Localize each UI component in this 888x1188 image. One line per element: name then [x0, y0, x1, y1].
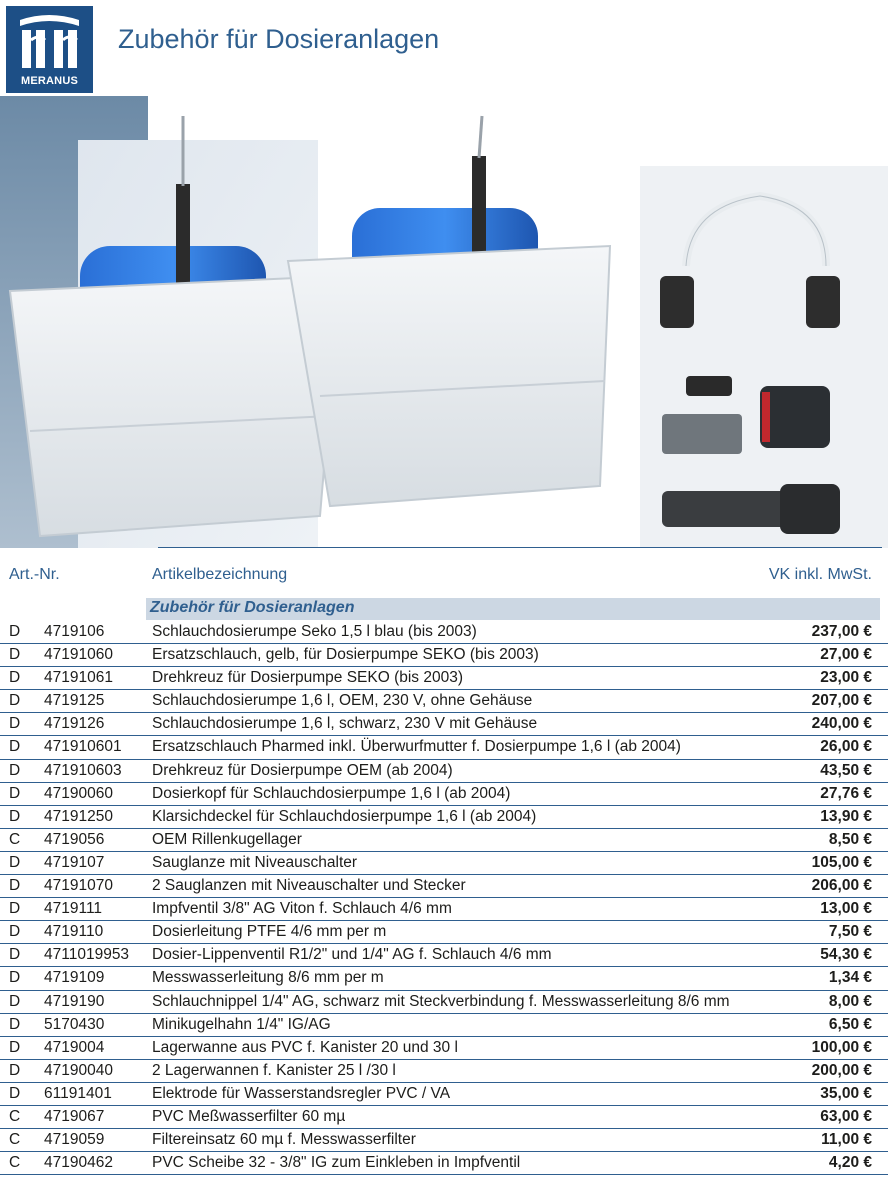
- row-article-number: 4719059: [44, 1131, 105, 1149]
- table-row: [0, 690, 888, 713]
- row-category: D: [9, 669, 21, 687]
- row-price: 4,20 €: [828, 1154, 872, 1172]
- row-description: Dosierkopf für Schlauchdosierpumpe 1,6 l (ab 2004): [152, 784, 511, 802]
- row-category: D: [9, 761, 21, 779]
- row-price: 240,00 €: [811, 715, 872, 733]
- row-price: 43,50 €: [820, 761, 872, 779]
- row-description: Ersatzschlauch Pharmed inkl. Überwurfmutter f. Dosierpumpe 1,6 l (ab 2004): [152, 738, 681, 756]
- row-article-number: 4711019953: [44, 946, 130, 964]
- table-row: [0, 783, 888, 806]
- row-category: D: [9, 692, 21, 710]
- row-description: Drehkreuz für Dosierpumpe SEKO (bis 2003): [152, 669, 463, 687]
- row-description: PVC Scheibe 32 - 3/8" IG zum Einkleben in Impfventil: [152, 1154, 521, 1172]
- row-price: 26,00 €: [820, 738, 872, 756]
- row-category: D: [9, 715, 21, 733]
- table-row: [0, 1014, 888, 1037]
- table-row: [0, 1037, 888, 1060]
- row-category: D: [9, 992, 21, 1010]
- section-header: [146, 598, 880, 620]
- row-article-number: 47190462: [44, 1154, 113, 1172]
- row-category: D: [9, 1015, 21, 1033]
- row-description: Ersatzschlauch, gelb, für Dosierpumpe SEKO (bis 2003): [152, 646, 539, 664]
- row-category: C: [9, 830, 21, 848]
- table-row: [0, 875, 888, 898]
- table-row: [0, 806, 888, 829]
- row-description: Elektrode für Wasserstandsregler PVC / VA: [152, 1084, 451, 1102]
- table-row: [0, 621, 888, 644]
- row-article-number: 4719110: [44, 923, 104, 941]
- row-price: 7,50 €: [828, 923, 872, 941]
- row-price: 105,00 €: [811, 853, 872, 871]
- row-category: D: [9, 946, 21, 964]
- row-category: D: [9, 623, 21, 640]
- row-article-number: 4719107: [44, 853, 105, 871]
- logo-building-icon: [6, 6, 93, 76]
- header-divider: [158, 547, 882, 548]
- row-article-number: 47191060: [44, 646, 113, 664]
- row-article-number: 4719056: [44, 830, 105, 848]
- row-price: 237,00 €: [811, 623, 872, 640]
- section-title: Zubehör für Dosieranlagen: [150, 599, 355, 616]
- row-category: D: [9, 853, 21, 871]
- row-description: Klarsichdeckel für Schlauchdosierpumpe 1,6 l (ab 2004): [152, 807, 537, 825]
- row-price: 13,90 €: [820, 807, 872, 825]
- table-row: [0, 991, 888, 1014]
- row-description: Lagerwanne aus PVC f. Kanister 20 und 30 l: [152, 1038, 458, 1056]
- row-price: 206,00 €: [811, 877, 872, 895]
- row-article-number: 471910601: [44, 738, 122, 756]
- ball-valve: [662, 414, 742, 454]
- row-article-number: 4719067: [44, 1107, 105, 1125]
- row-article-number: 4719106: [44, 623, 105, 640]
- row-price: 63,00 €: [820, 1107, 872, 1125]
- row-price: 27,00 €: [820, 646, 872, 664]
- row-description: 2 Sauglanzen mit Niveauschalter und Stecker: [152, 877, 466, 895]
- row-description: Sauglanze mit Niveauschalter: [152, 853, 358, 871]
- row-article-number: 61191401: [44, 1084, 112, 1102]
- table-row: [0, 1106, 888, 1129]
- row-category: C: [9, 1107, 21, 1125]
- table-row: [0, 1060, 888, 1083]
- row-category: D: [9, 807, 21, 825]
- table-row: [0, 898, 888, 921]
- column-header-artnr: Art.-Nr.: [9, 566, 60, 583]
- logo-wordmark: MERANUS: [20, 75, 78, 87]
- row-price: 8,00 €: [828, 992, 872, 1010]
- table-row: [0, 829, 888, 852]
- row-category: D: [9, 1061, 21, 1079]
- row-price: 23,00 €: [820, 669, 872, 687]
- row-category: D: [9, 923, 21, 941]
- row-price: 11,00 €: [821, 1131, 872, 1149]
- meranus-logo: [6, 6, 93, 93]
- table-row: [0, 921, 888, 944]
- row-description: PVC Meßwasserfilter 60 mµ: [152, 1107, 346, 1125]
- row-description: Schlauchnippel 1/4" AG, schwarz mit Steckverbindung f. Messwasserleitung 8/6 mm: [152, 992, 730, 1010]
- page-title: Zubehör für Dosieranlagen: [118, 24, 440, 54]
- price-table: [0, 621, 888, 1175]
- row-description: Filtereinsatz 60 mµ f. Messwasserfilter: [152, 1131, 416, 1149]
- row-article-number: 47191061: [44, 669, 113, 687]
- row-price: 200,00 €: [811, 1061, 872, 1079]
- row-price: 1,34 €: [828, 969, 872, 987]
- table-row: [0, 713, 888, 736]
- table-row: [0, 1129, 888, 1152]
- row-description: Drehkreuz für Dosierpumpe OEM (ab 2004): [152, 761, 453, 779]
- row-article-number: 4719125: [44, 692, 105, 710]
- row-price: 8,50 €: [828, 830, 872, 848]
- column-header-price: VK inkl. MwSt.: [768, 566, 872, 583]
- row-article-number: 5170430: [44, 1015, 105, 1033]
- row-article-number: 47190040: [44, 1061, 113, 1079]
- row-price: 100,00 €: [811, 1038, 872, 1056]
- row-category: C: [9, 1131, 21, 1149]
- table-row: [0, 760, 888, 783]
- row-description: Dosier-Lippenventil R1/2" und 1/4" AG f. Schlauch 4/6 mm: [152, 946, 552, 964]
- row-category: D: [9, 900, 21, 918]
- row-article-number: 47191250: [44, 807, 113, 825]
- row-article-number: 471910603: [44, 761, 122, 779]
- table-row: [0, 1083, 888, 1106]
- column-header-description: Artikelbezeichnung: [152, 566, 288, 583]
- row-category: D: [9, 1038, 21, 1056]
- row-category: D: [9, 969, 21, 987]
- row-category: D: [9, 738, 21, 756]
- row-article-number: 4719190: [44, 992, 105, 1010]
- table-row: [0, 644, 888, 667]
- row-article-number: 47190060: [44, 784, 113, 802]
- row-category: D: [9, 877, 21, 895]
- row-description: Dosierleitung PTFE 4/6 mm per m: [152, 923, 387, 941]
- row-description: Schlauchdosierumpe 1,6 l, OEM, 230 V, ohne Gehäuse: [152, 692, 533, 710]
- row-price: 13,00 €: [820, 900, 872, 918]
- table-row: [0, 944, 888, 967]
- row-description: 2 Lagerwannen f. Kanister 25 l /30 l: [152, 1061, 396, 1079]
- row-article-number: 4719111: [44, 900, 103, 918]
- row-price: 6,50 €: [828, 1015, 872, 1033]
- row-price: 35,00 €: [820, 1084, 872, 1102]
- row-category: D: [9, 784, 21, 802]
- storage-tub-left: [10, 276, 340, 536]
- table-row: [0, 967, 888, 990]
- row-category: C: [9, 1154, 21, 1172]
- hose-nipple: [760, 386, 830, 448]
- row-price: 207,00 €: [811, 692, 872, 710]
- table-row: [0, 1152, 888, 1175]
- table-row: [0, 736, 888, 759]
- row-article-number: 4719109: [44, 969, 105, 987]
- row-article-number: 4719126: [44, 715, 105, 733]
- row-description: Schlauchdosierumpe 1,6 l, schwarz, 230 V mit Gehäuse: [152, 715, 538, 733]
- row-category: D: [9, 1084, 21, 1102]
- row-description: Schlauchdosierumpe Seko 1,5 l blau (bis 2003): [152, 623, 477, 640]
- product-photo: [0, 96, 888, 548]
- row-article-number: 47191070: [44, 877, 113, 895]
- row-description: Impfventil 3/8" AG Viton f. Schlauch 4/6 mm: [152, 900, 452, 918]
- row-description: Messwasserleitung 8/6 mm per m: [152, 969, 384, 987]
- row-description: Minikugelhahn 1/4" IG/AG: [152, 1015, 331, 1033]
- storage-tub-right: [288, 246, 610, 506]
- row-description: OEM Rillenkugellager: [152, 830, 302, 848]
- table-row: [0, 667, 888, 690]
- lip-valve: [662, 491, 792, 527]
- row-price: 27,76 €: [820, 784, 872, 802]
- row-article-number: 4719004: [44, 1038, 105, 1056]
- table-row: [0, 852, 888, 875]
- row-category: D: [9, 646, 21, 664]
- row-price: 54,30 €: [820, 946, 872, 964]
